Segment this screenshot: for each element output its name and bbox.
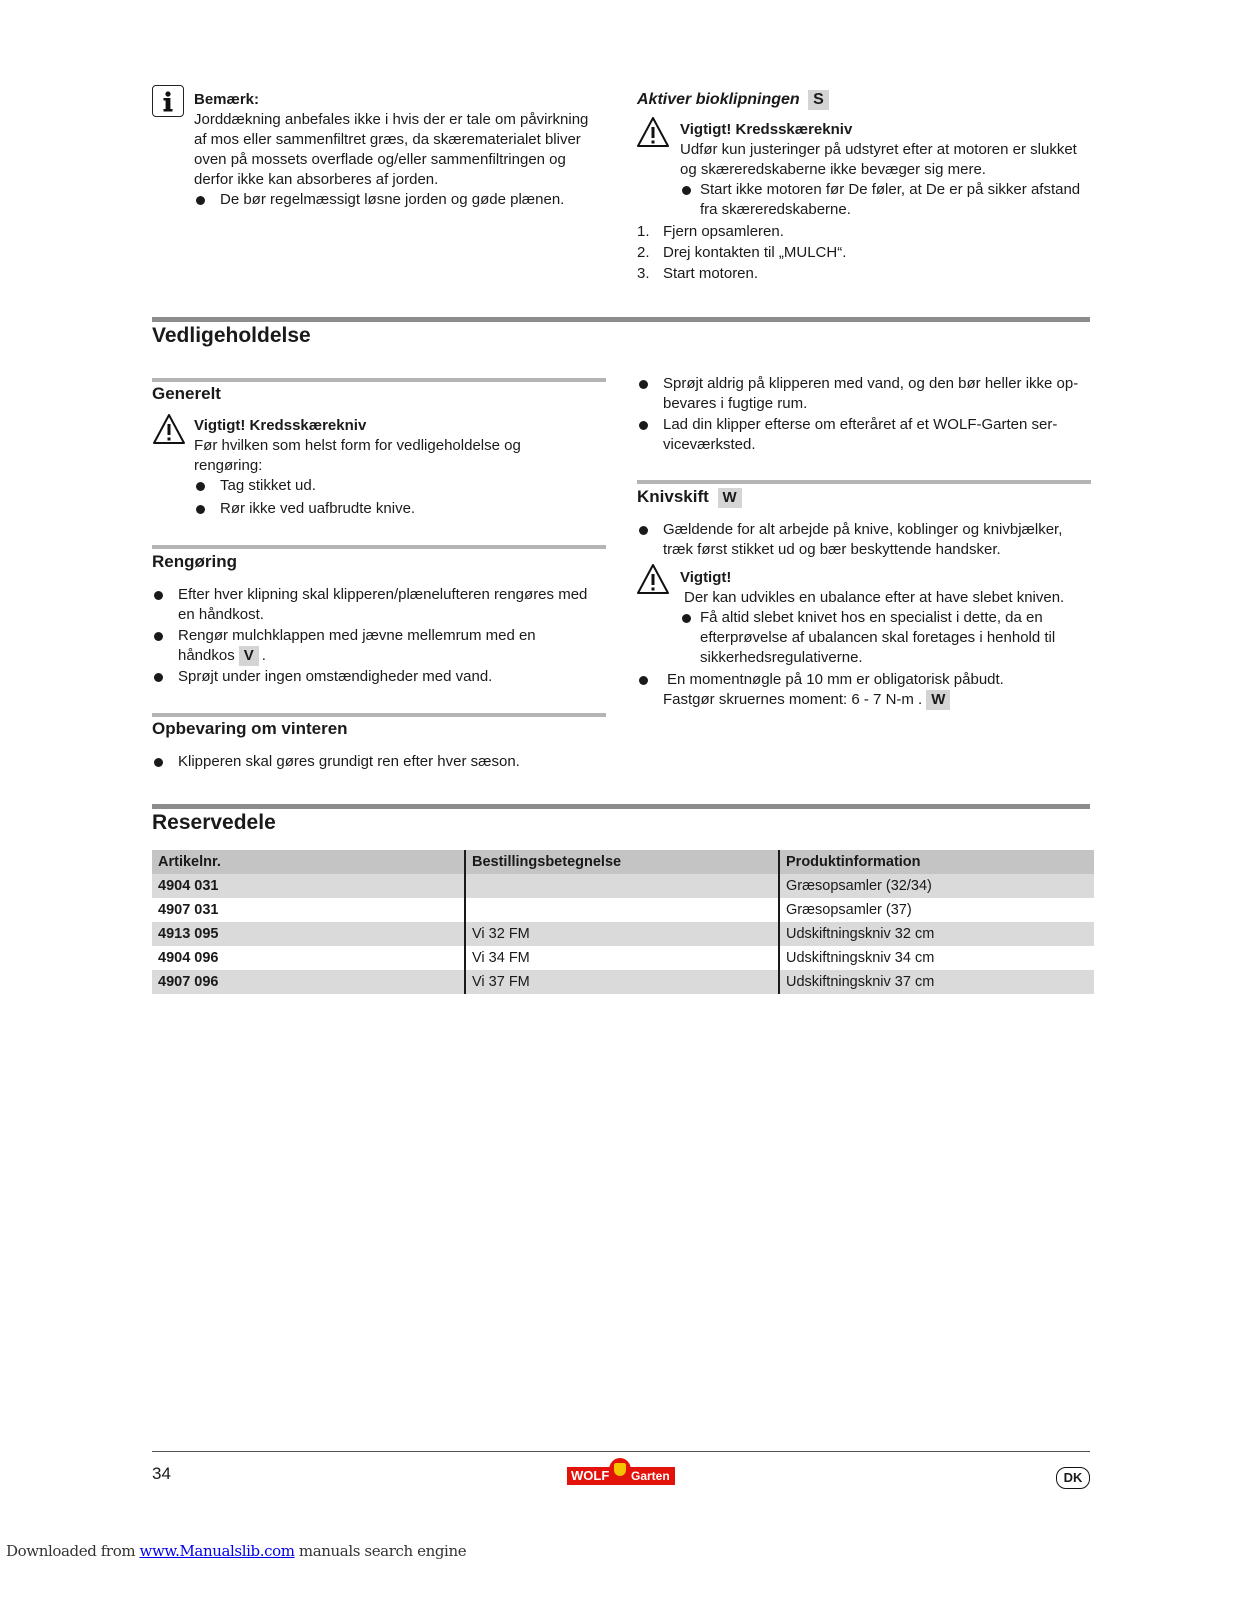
warning-bullet-line: Start ikke motoren før De føler, at De er på sikker afstand — [700, 181, 1081, 198]
warning-title: Vigtigt! Kredsskærekniv — [194, 417, 367, 434]
note-bullet: De bør regelmæssigt løsne jorden og gøde plænen. — [194, 190, 614, 210]
fox-icon — [609, 1458, 631, 1482]
right-bullet — [637, 415, 1097, 455]
order-designation: Vi 37 FM — [465, 970, 779, 994]
warning-title: Vigtigt! Kredsskærekniv — [680, 121, 853, 138]
subsection-rule — [637, 480, 1091, 484]
product-info: Udskiftningskniv 37 cm — [779, 970, 1094, 994]
section-rule — [152, 317, 1090, 322]
figure-tag: S — [808, 90, 829, 110]
warning-line: og skæreredskaberne ikke bevæger sig mere. — [680, 161, 986, 178]
knife-heading — [637, 487, 742, 508]
step-item — [637, 264, 1097, 284]
order-designation: Vi 32 FM — [465, 922, 779, 946]
bioclip-heading — [637, 90, 829, 110]
note-line: af mos eller sammenfiltret græs, da skærematerialet bliver — [194, 131, 581, 148]
right-line: Sprøjt aldrig på klipperen med vand, og den bør heller ikke op- — [663, 375, 1079, 392]
article-number: 4907 096 — [152, 970, 465, 994]
subsection-rule — [152, 713, 606, 717]
page-number: 34 — [152, 1464, 171, 1483]
step-number: 1. — [637, 223, 650, 240]
download-credit — [6, 1542, 466, 1560]
step-number: 2. — [637, 244, 650, 261]
table-header-row — [152, 850, 1094, 874]
product-info: Udskiftningskniv 34 cm — [779, 946, 1094, 970]
warning-icon — [152, 413, 186, 445]
knife-bullet — [637, 670, 1107, 710]
step-number: 3. — [637, 265, 650, 282]
warning-bullet-line: fra skæreredskaberne. — [700, 201, 851, 218]
note-title: Bemærk: — [194, 91, 260, 108]
step-text: Drej kontakten til „MULCH“. — [663, 244, 847, 261]
bioclip-steps — [637, 222, 1097, 284]
cleaning-line-with-tag — [178, 646, 612, 666]
table-row — [152, 898, 1094, 922]
knife-line: Gældende for alt arbejde på knive, koblinger og knivbjælker, — [663, 521, 1063, 538]
product-info: Græsopsamler (32/34) — [779, 874, 1094, 898]
section-title-parts: Reservedele — [152, 811, 276, 834]
subsection-title-winter: Opbevaring om vinteren — [152, 719, 348, 738]
product-info: Græsopsamler (37) — [779, 898, 1094, 922]
knife-line-with-tag — [663, 690, 1107, 710]
knife-line: træk først stikket ud og bær beskyttende handsker. — [663, 541, 1001, 558]
parts-table — [152, 850, 1094, 994]
cleaning-line: en håndkost. — [178, 606, 264, 623]
note-line: derfor ikke kan absorberes af jorden. — [194, 171, 439, 188]
knife-warning — [680, 568, 1110, 668]
general-bullet: Rør ikke ved uafbrudte knive. — [194, 499, 604, 519]
download-prefix: Downloaded from — [6, 1542, 140, 1560]
subsection-title-general: Generelt — [152, 384, 221, 403]
figure-tag: V — [239, 646, 259, 666]
bioclip-warning — [680, 120, 1110, 220]
warning-bullet-line: Få altid slebet knivet hos en specialist i dette, da en — [700, 609, 1043, 626]
step-text: Start motoren. — [663, 265, 759, 282]
footer-rule — [152, 1451, 1090, 1452]
logo-text-wolf: WOLF — [571, 1468, 610, 1483]
right-bullet — [637, 374, 1097, 414]
warning-bullet-line: efterprøvelse af ubalancen skal foretages i henhold til — [700, 629, 1056, 646]
cleaning-text: . — [261, 647, 266, 664]
figure-tag: W — [718, 488, 742, 508]
download-suffix: manuals search engine — [294, 1542, 467, 1560]
column-header: Artikelnr. — [152, 850, 465, 874]
winter-list — [152, 752, 612, 772]
knife-bullet — [637, 520, 1107, 560]
note-line: oven på mossets overflade og/eller sammenfiltringen og — [194, 151, 566, 168]
general-warning — [194, 416, 604, 519]
article-number: 4913 095 — [152, 922, 465, 946]
subsection-rule — [152, 378, 606, 382]
warning-bullet-line: sikkerhedsregulativerne. — [700, 649, 863, 666]
right-bullets — [637, 374, 1097, 455]
right-line: Lad din klipper efterse om efteråret af et WOLF-Garten ser- — [663, 416, 1058, 433]
warning-icon — [636, 563, 670, 595]
subsection-title-cleaning: Rengøring — [152, 552, 237, 571]
manualslib-link[interactable]: www.Manualslib.com — [139, 1542, 295, 1560]
warning-icon — [636, 116, 670, 148]
step-item — [637, 222, 1097, 242]
cleaning-bullet — [152, 585, 612, 625]
figure-tag: W — [926, 690, 950, 710]
product-info: Udskiftningskniv 32 cm — [779, 922, 1094, 946]
warning-bullet — [680, 608, 1110, 668]
knife-text: Fastgør skruernes moment: 6 - 7 N-m . — [663, 691, 923, 708]
bioclip-title: Aktiver bioklipningen — [637, 91, 800, 108]
order-designation — [465, 874, 779, 898]
cleaning-list — [152, 585, 612, 687]
info-icon — [152, 85, 184, 117]
step-item — [637, 243, 1097, 263]
note-line: Jorddækning anbefales ikke i hvis der er tale om påvirkning — [194, 111, 589, 128]
country-badge: DK — [1056, 1467, 1090, 1489]
subsection-title-knife: Knivskift — [637, 487, 709, 506]
section-rule — [152, 804, 1090, 809]
logo-text-garten: Garten — [631, 1469, 670, 1483]
table-row — [152, 970, 1094, 994]
cleaning-bullet: Sprøjt under ingen omstændigheder med vand. — [152, 667, 612, 687]
column-header: Produktinformation — [779, 850, 1094, 874]
knife-bullet-1 — [637, 520, 1107, 560]
article-number: 4904 096 — [158, 950, 219, 966]
table-row — [152, 874, 1094, 898]
column-header: Bestillingsbetegnelse — [465, 850, 779, 874]
warning-title: Vigtigt! — [680, 569, 732, 586]
warning-line: Der kan udvikles en ubalance efter at have slebet kniven. — [684, 589, 1065, 606]
knife-line: En momentnøgle på 10 mm er obligatorisk påbudt. — [667, 671, 1004, 688]
order-designation — [465, 898, 779, 922]
cleaning-line: Efter hver klipning skal klipperen/plænelufteren rengøres med — [178, 586, 588, 603]
warning-line: Før hvilken som helst form for vedligeholdelse og — [194, 437, 521, 454]
note-block — [194, 90, 614, 210]
warning-line: Udfør kun justeringer på udstyret efter at motoren er slukket — [680, 141, 1077, 158]
order-designation: Vi 34 FM — [465, 946, 779, 970]
right-line: viceværksted. — [663, 436, 756, 453]
article-number: 4904 031 — [152, 874, 465, 898]
wolf-garten-logo — [567, 1458, 675, 1486]
subsection-rule — [152, 545, 606, 549]
warning-bullet — [680, 180, 1110, 220]
knife-bullet-2 — [637, 670, 1107, 710]
warning-line: rengøring: — [194, 457, 263, 474]
section-title-maintenance: Vedligeholdelse — [152, 324, 311, 347]
cleaning-text: håndkos — [178, 647, 235, 664]
winter-bullet: Klipperen skal gøres grundigt ren efter hver sæson. — [152, 752, 612, 772]
general-bullet: Tag stikket ud. — [194, 476, 604, 496]
cleaning-line: Rengør mulchklappen med jævne mellemrum med en — [178, 627, 536, 644]
cleaning-bullet — [152, 626, 612, 666]
table-row — [152, 922, 1094, 946]
article-number: 4907 031 — [158, 902, 219, 918]
table-row — [152, 946, 1094, 970]
right-line: bevares i fugtige rum. — [663, 395, 808, 412]
step-text: Fjern opsamleren. — [663, 223, 784, 240]
